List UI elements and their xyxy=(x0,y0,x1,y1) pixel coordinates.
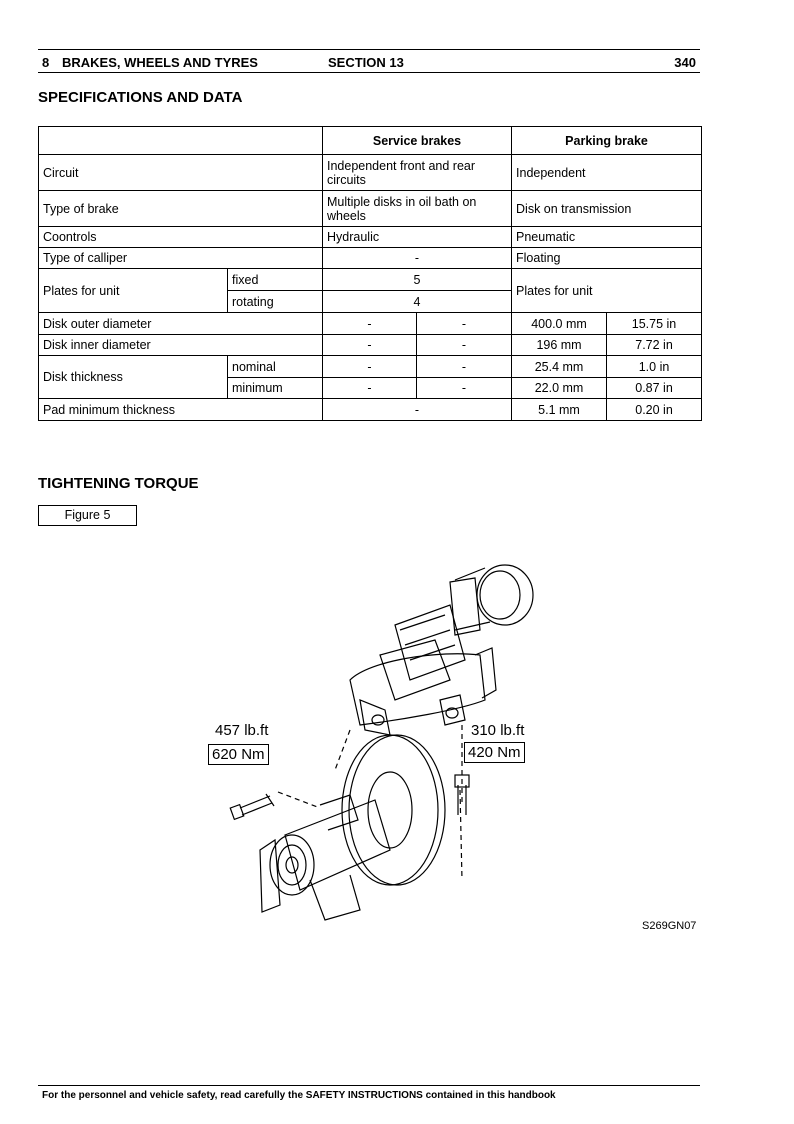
left-torque-nm: 620 Nm xyxy=(208,744,269,765)
right-torque-nm: 420 Nm xyxy=(464,742,525,763)
col-parking-brake: Parking brake xyxy=(512,127,702,155)
chapter-number: 8 xyxy=(42,55,50,70)
table-row: rotating 4 xyxy=(39,291,702,313)
chapter-title: BRAKES, WHEELS AND TYRES xyxy=(62,55,258,70)
table-row: Circuit Independent front and rear circuits Independent xyxy=(39,155,702,191)
page-number: 340 xyxy=(674,55,696,70)
table-row: Pad minimum thickness - 5.1 mm 0.20 in xyxy=(39,399,702,421)
right-torque-lbft: 310 lb.ft xyxy=(471,722,525,739)
figure-label: Figure 5 xyxy=(38,505,137,526)
table-row: minimum - - 22.0 mm 0.87 in xyxy=(39,378,702,399)
table-header-row xyxy=(39,127,702,155)
table-row: Disk thickness nominal - - 25.4 mm 1.0 in xyxy=(39,356,702,378)
table-row: Disk inner diameter - - 196 mm 7.72 in xyxy=(39,335,702,356)
image-code: S269GN07 xyxy=(642,920,697,932)
table-row: Disk outer diameter - - 400.0 mm 15.75 in xyxy=(39,313,702,335)
table-row: Plates for unit fixed 5 Plates for unit xyxy=(39,269,702,291)
torque-heading: TIGHTENING TORQUE xyxy=(38,475,199,492)
table-row: Type of brake Multiple disks in oil bath on wheels Disk on transmission xyxy=(39,191,702,227)
footer-note: For the personnel and vehicle safety, read carefully the SAFETY INSTRUCTIONS contained in this handbook xyxy=(42,1090,556,1101)
header-bottom-rule xyxy=(38,72,700,73)
col-service-brakes: Service brakes xyxy=(323,127,512,155)
footer-rule xyxy=(38,1085,700,1086)
page-header xyxy=(38,52,700,72)
left-torque-lbft: 457 lb.ft xyxy=(215,722,269,739)
section-label: SECTION 13 xyxy=(328,55,404,70)
table-row: Type of calliper - Floating xyxy=(39,248,702,269)
header-top-rule xyxy=(38,49,700,50)
specs-heading: SPECIFICATIONS AND DATA xyxy=(38,89,243,106)
specs-table xyxy=(38,126,702,421)
table-row: Coontrols Hydraulic Pneumatic xyxy=(39,227,702,248)
